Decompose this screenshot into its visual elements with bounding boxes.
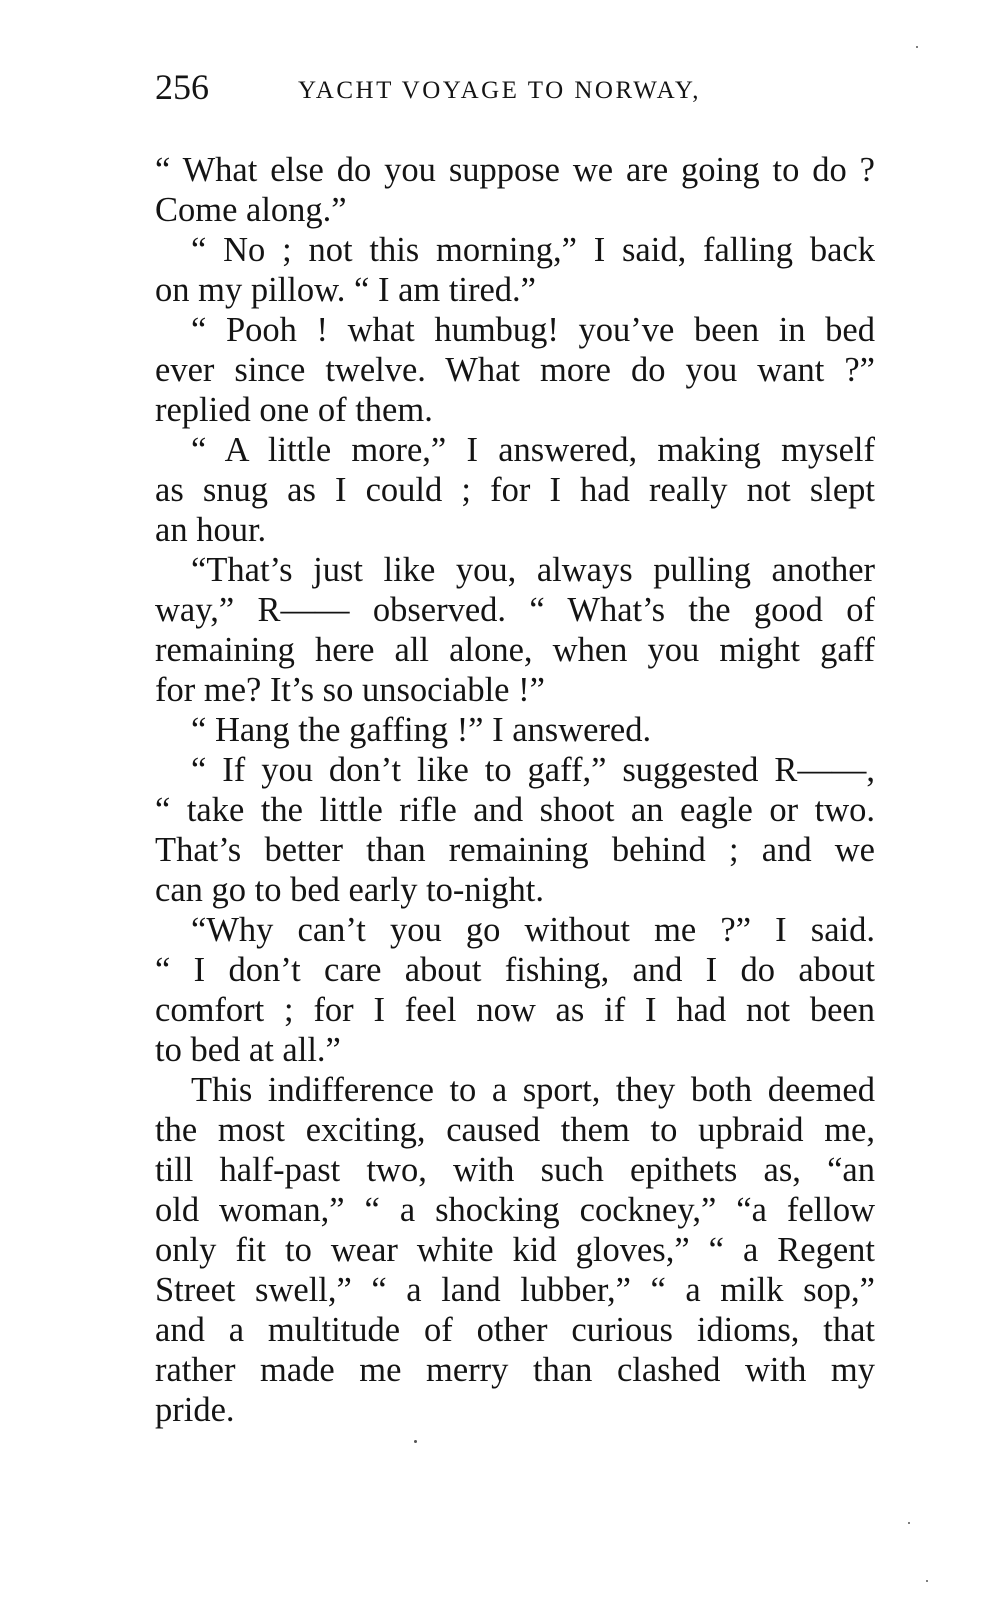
text-line: Street swell,” “ a land lubber,” “ a milk sop,” (155, 1271, 875, 1309)
text-line: This indifference to a sport, they both deemed (191, 1071, 875, 1109)
text-line: the most exciting, caused them to upbraid me, (155, 1111, 875, 1149)
text-line: “Why can’t you go without me ?” I said. (191, 911, 875, 949)
text-line: remaining here all alone, when you might gaff (155, 631, 875, 669)
ink-speck (414, 1440, 417, 1443)
text-line: ever since twelve. What more do you want ?” (155, 351, 875, 389)
text-line: old woman,” “ a shocking cockney,” “a fellow (155, 1191, 875, 1229)
text-line: can go to bed early to-night. (155, 871, 544, 909)
running-head: YACHT VOYAGE TO NORWAY, (298, 77, 701, 104)
text-line: only fit to wear white kid gloves,” “ a Regent (155, 1231, 875, 1269)
ink-speck (916, 46, 918, 48)
text-line: “ take the little rifle and shoot an eagle or two. (155, 791, 875, 829)
text-line: pride. (155, 1391, 235, 1429)
text-line: “ Pooh ! what humbug! you’ve been in bed (191, 311, 875, 349)
text-line: “ Hang the gaffing !” I answered. (191, 711, 652, 749)
text-line: “ If you don’t like to gaff,” suggested R——, (191, 751, 875, 789)
page-header (155, 62, 875, 112)
text-line: “ I don’t care about fishing, and I do about (155, 951, 875, 989)
text-line: for me? It’s so unsociable !” (155, 671, 545, 709)
text-line: “That’s just like you, always pulling another (191, 551, 875, 589)
text-line: “ A little more,” I answered, making myself (191, 431, 875, 469)
text-line: till half-past two, with such epithets as, “an (155, 1151, 875, 1189)
text-line: “ What else do you suppose we are going to do ? (155, 151, 875, 189)
text-line: comfort ; for I feel now as if I had not been (155, 991, 875, 1029)
text-line: replied one of them. (155, 391, 433, 429)
text-line: Come along.” (155, 191, 347, 229)
text-line: to bed at all.” (155, 1031, 341, 1069)
ink-speck (908, 1522, 910, 1524)
text-line: an hour. (155, 511, 267, 549)
text-line: rather made me merry than clashed with my (155, 1351, 875, 1389)
text-line: on my pillow. “ I am tired.” (155, 271, 536, 309)
text-line: as snug as I could ; for I had really not slept (155, 471, 875, 509)
text-line: That’s better than remaining behind ; and we (155, 831, 875, 869)
text-line: and a multitude of other curious idioms, that (155, 1311, 875, 1349)
body-text (155, 150, 875, 1430)
text-line: way,” R—— observed. “ What’s the good of (155, 591, 875, 629)
ink-speck (926, 1580, 928, 1582)
page-number: 256 (155, 67, 209, 107)
text-line: “ No ; not this morning,” I said, falling back (191, 231, 875, 269)
